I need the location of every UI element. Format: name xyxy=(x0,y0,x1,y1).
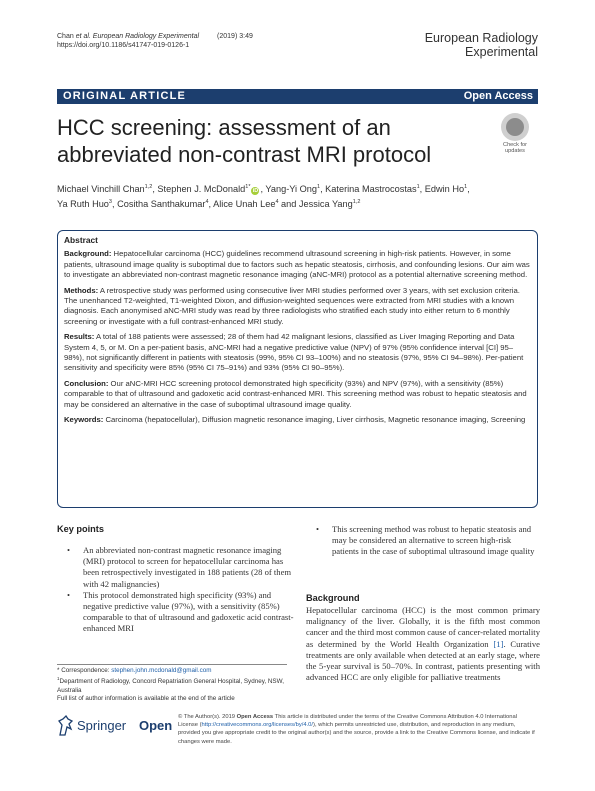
affiliation: $^1$Department of Radiology, Concord Repatriation General Hospital, Sydney, NSW, Australia xyxy=(57,676,284,694)
key-point: • This protocol demonstrated high specificity (93%) and negative predictive value (97%), with a sensitivity (85%) comparable to that of ultrasound and gadoxetic acid contrast-enhanced MRI xyxy=(57,590,295,635)
correspondence-email[interactable]: stephen.john.mcdonald@gmail.com xyxy=(111,667,212,674)
journal-name: European Radiology Experimental xyxy=(424,31,538,59)
article-title: HCC screening: assessment of an abbreviated non-contrast MRI protocol xyxy=(57,115,432,167)
background-heading: Background xyxy=(306,593,360,603)
abstract-conclusion: Conclusion: Our aNC-MRI HCC screening protocol demonstrated high specificity (93%) and NPV (97%), with a sensitivity (85%) comparable to that of ultrasound and gadoxetic acid contrast-enhanced MRI. This screening method was robust to hepatic steatosis and may be considered an alternative in the case of suboptimal ultrasound image quality. xyxy=(64,378,527,409)
license-link[interactable]: http://creativecommons.org/licenses/by/4.0/ xyxy=(201,722,314,729)
abstract-heading: Abstract xyxy=(64,235,98,245)
doi-link[interactable]: https://doi.org/10.1186/s41747-019-0126-1 xyxy=(57,42,190,49)
open-access-label: Open Access xyxy=(463,90,533,102)
springer-horse-icon xyxy=(57,715,75,737)
springer-open-logo: Springer Open xyxy=(57,713,159,743)
key-point: • This screening method was robust to hepatic steatosis and may be considered an alternative to screen high-risk patients in the case of suboptimal ultrasound image quality xyxy=(306,524,540,558)
footnote-divider xyxy=(57,664,287,665)
abstract-methods: Methods: A retrospective study was performed using consecutive liver MRI studies performed over 3 years, with set exclusion criteria. The unenhanced T2-weighted, T1-weighted Dixon, and diffusion-weighted sequences were extracted from MRI studies with a known diagnosis. Each anonymised aNC-MRI study was read by three radiologists who stratified each study into either return to 6 monthly screening or investigate with a full contrast-enhanced MRI study. xyxy=(64,285,520,326)
article-type: ORIGINAL ARTICLE xyxy=(63,90,187,102)
citation-line: Chan et al. European Radiology Experimental (2019) 3:49 xyxy=(57,33,253,40)
author-list: Michael Vinchill Chan$^{1,2}$, Stephen J. McDonald$^{1*}$iD , Yang-Yi Ong$^1$, Katerina Mastrocostas$^1$, Edwin Ho$^1$, Ya Ruth Huo$^3$, Cositha Santhakumar$^4$, Alice Unah Lee$^4$ and Jessica Yang$^{1,2}$ xyxy=(57,184,470,210)
correspondence: * Correspondence: stephen.john.mcdonald@gmail.com xyxy=(57,667,212,674)
orcid-icon[interactable]: iD xyxy=(252,188,259,195)
key-points-list-continued xyxy=(306,524,540,558)
background-text: Hepatocellular carcinoma (HCC) is the most common primary malignancy of the liver. Globally, it is the fifth most common cancer and the third most common cause of cancer-related mortality as determined by the World Health Organization [1]. Curative treatments are only available when detected at an early stage, where the 5-year survival is 50–70%. In contrast, patients presenting with advanced HCC are only eligible for palliative treatments xyxy=(306,605,541,683)
key-points-heading: Key points xyxy=(57,524,104,534)
abstract-box xyxy=(57,230,538,508)
license-text: © The Author(s). 2019 Open Access This article is distributed under the terms of the Creative Commons Attribution 4.0 International License (http://creativecommons.org/licenses/by/4.0/), which permits unrestricted use, distribution, and reproduction in any medium, provided you give appropriate credit to the original author(s) and the source, provide a link to the Creative Commons license, and indicate if changes were made. xyxy=(178,714,535,745)
abstract-keywords: Keywords: Carcinoma (hepatocellular), Diffusion magnetic resonance imaging, Liver cirrhosis, Magnetic resonance imaging, Screening xyxy=(64,415,526,425)
footnotes xyxy=(57,667,295,704)
check-for-updates-badge[interactable]: Check for updates xyxy=(497,113,533,157)
article-type-banner xyxy=(57,89,538,104)
author-info-note: Full list of author information is available at the end of the article xyxy=(57,695,235,703)
abstract-results: Results: A total of 188 patients were assessed; 28 of them had 42 malignant lesions, classified as Liver Imaging Reporting and Data System 4, 5, or M. On a per-patient basis, aNC-MRI had a negative predictive value (NPV) of 97% (95% confidence interval [CI] 95–98%), not significantly different in patients with steatosis (99%, 95% CI 93–100%) and no steatosis (97%, 95% CI 94–98%). Per-patient sensitivity and specificity were 85% (95% CI 75–91%) and 93% (95% CI 90–95%). xyxy=(64,332,524,373)
key-points-list xyxy=(57,545,295,635)
update-icon xyxy=(501,113,529,141)
abstract-background: Background: Hepatocellular carcinoma (HCC) guidelines recommend ultrasound screening in high-risk patients. However, in some patients, ultrasound image quality is suboptimal due to factors such as hepatic steatosis, cirrhosis, and confounding lesions. Our aim was to investigate an abbreviated non-contrast magnetic resonance imaging (aNC-MRI) protocol as a potential alternative screening method. xyxy=(64,249,530,280)
reference-link[interactable]: [1] xyxy=(493,638,504,649)
key-point: • An abbreviated non-contrast magnetic resonance imaging (MRI) protocol to screen for hepatocellular carcinoma has been retrospectively investigated in 188 patients (28 of them with 42 malignancies) xyxy=(57,545,295,590)
